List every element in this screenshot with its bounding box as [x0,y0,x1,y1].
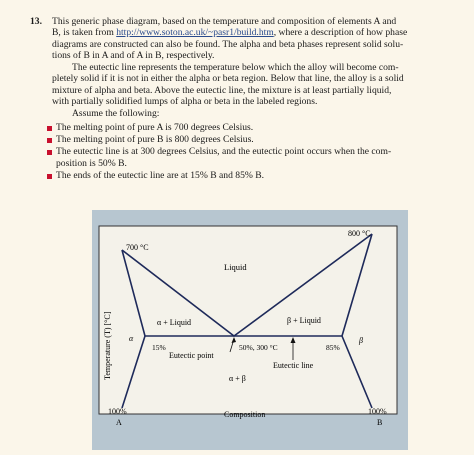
eutectic-line-4: with partially solidified lumps of alpha or beta in the labeled regions. [52,96,318,108]
alpha-beta-region-label: α + β [229,374,246,383]
eutectic-line-3: mixture of alpha and beta. Above the eutectic line, the mixture is at least partially liquid, [52,84,392,96]
intro-paragraph [52,16,448,62]
bullet-item [56,146,448,157]
right-axis-element: B [377,418,383,427]
x-axis-label: Composition [224,410,266,419]
intro-line-2-post: , where a description of how phase [273,27,408,39]
assume-line: Assume the following: [72,107,160,119]
y-axis-label: Temperature (T) [°C] [103,311,112,380]
bullet-marker [47,138,52,143]
melting-point-a-label: 700 °C [126,243,149,252]
eutectic-line-1: The eutectic line represents the temperature below which the alloy will become com- [72,62,399,73]
plot-area [99,226,397,414]
bullet-text: position is 50% B. [56,158,127,169]
bullet-marker [47,174,52,179]
bullet-item [56,134,448,145]
intro-line-2-pre: B, is taken from [52,27,117,39]
beta-liquid-region-label: β + Liquid [287,316,321,325]
right-end-label: 85% [326,343,340,352]
left-axis-element: A [116,418,122,427]
phase-diagram-figure [92,210,408,450]
bullet-marker [47,126,52,131]
left-axis-percent: 100% [108,407,127,416]
melting-point-b-label: 800 °C [348,229,371,238]
liquid-region-label: Liquid [224,262,247,272]
left-end-label: 15% [152,343,166,352]
intro-line-3: diagrams are constructed can also be found. The alpha and beta phases represent solid solu- [52,38,404,50]
eutectic-paragraph [52,62,448,119]
bullet-text: The ends of the eutectic line are at 15% B and 85% B. [56,170,265,181]
bullet-marker [47,150,52,155]
bullet-item [56,170,448,181]
alpha-liquid-region-label: α + Liquid [157,318,192,327]
intro-line-4: tions of B in A and of A in B, respectively. [52,50,215,62]
bullet-text: The melting point of pure A is 700 degrees Celsius. [56,122,254,133]
problem-number: 13. [30,16,42,27]
intro-line-1: This generic phase diagram, based on the temperature and composition of elements A and [52,16,397,27]
eutectic-line-2: pletely solid if it is not in either the alpha or beta region. Below that line, the alloy is a solid [52,73,404,85]
bullet-text: The melting point of pure B is 800 degrees Celsius. [56,134,254,145]
bullet-item [56,122,448,133]
phase-diagram-svg [92,210,408,450]
alpha-region-label: α [129,334,134,343]
right-axis-percent: 100% [368,407,387,416]
intro-line-2 [52,27,448,38]
eutectic-point-label: Eutectic point [169,351,214,360]
source-link[interactable]: http://www.soton.ac.uk/~pasr1/build.htm [116,27,274,39]
bullet-text: The eutectic line is at 300 degrees Celsius, and the eutectic point occurs when the com- [56,146,392,157]
eutectic-composition-label: 50%, 300 °C [239,343,278,352]
bullet-item-continuation [56,158,448,169]
beta-region-label: β [359,336,363,345]
eutectic-line-label: Eutectic line [273,361,314,370]
